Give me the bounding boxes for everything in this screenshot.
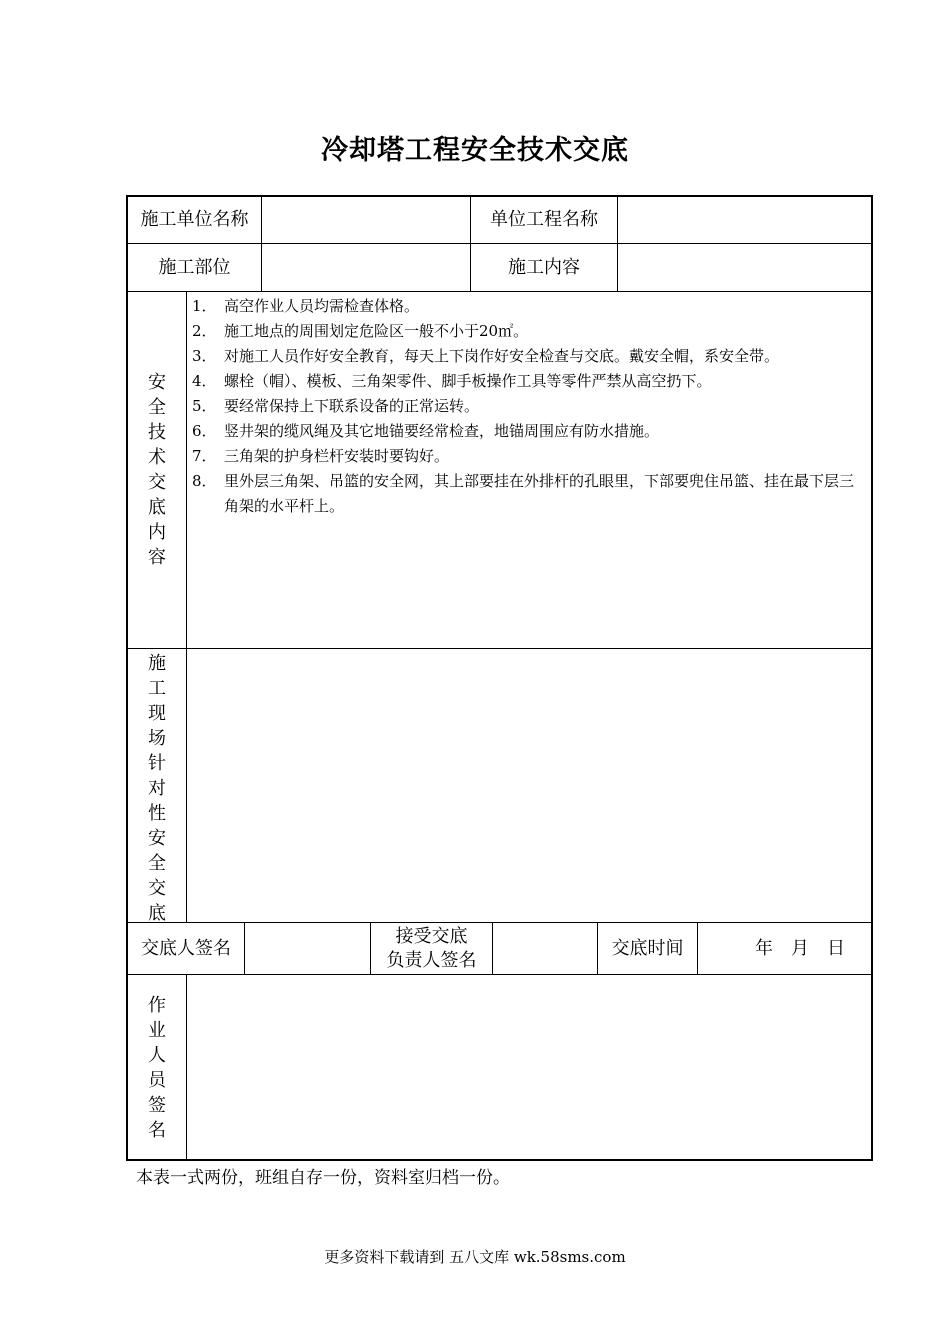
form-note: 本表一式两份，班组自存一份，资料室归档一份。 xyxy=(136,1168,510,1188)
safety-item xyxy=(192,344,866,369)
label-char: 施 xyxy=(148,653,166,674)
safety-item-number: 7． xyxy=(192,447,217,465)
receiver-label-line1: 接受交底 xyxy=(395,925,468,947)
safety-item xyxy=(192,469,866,519)
label-char: 员 xyxy=(148,1070,166,1091)
safety-item-number: 4． xyxy=(192,372,217,390)
label-char: 性 xyxy=(148,803,166,824)
label-char: 技 xyxy=(148,422,166,443)
safety-item-number: 2． xyxy=(192,322,217,340)
label-char: 全 xyxy=(148,397,166,418)
project-name-label: 单位工程名称 xyxy=(490,209,598,230)
safety-item-text: 要经常保持上下联系设备的正常运转。 xyxy=(224,397,480,415)
label-char: 术 xyxy=(148,447,166,468)
col-divider xyxy=(186,974,187,1160)
safety-item-text: 三角架的护身栏杆安装时要钩好。 xyxy=(224,447,450,465)
safety-item-text: 高空作业人员均需检查体格。 xyxy=(224,297,420,315)
safety-item xyxy=(192,444,866,469)
worker-signatures-area[interactable] xyxy=(188,976,871,1159)
site-specific-label xyxy=(128,651,186,926)
label-char: 签 xyxy=(148,1095,166,1116)
label-char: 针 xyxy=(148,753,166,774)
label-char: 全 xyxy=(148,853,166,874)
receiver-signature-field[interactable] xyxy=(493,923,597,974)
discloser-signature-field[interactable] xyxy=(245,923,370,974)
label-char: 作 xyxy=(148,995,166,1016)
safety-item-number: 8． xyxy=(192,472,217,490)
label-char: 现 xyxy=(148,703,166,724)
label-char: 底 xyxy=(148,497,166,518)
safety-item-number: 5． xyxy=(192,397,217,415)
safety-item-text: 施工地点的周围划定危险区一般不小于20㎡。 xyxy=(224,322,529,340)
label-char: 容 xyxy=(148,547,166,568)
unit-name-label: 施工单位名称 xyxy=(140,209,249,230)
label-char: 安 xyxy=(148,372,166,393)
site-specific-content[interactable] xyxy=(188,650,871,921)
safety-item-number: 1． xyxy=(192,297,217,315)
safety-item xyxy=(192,369,866,394)
safety-item xyxy=(192,394,866,419)
safety-item-text: 里外层三角架、吊篮的安全网，其上部要挂在外排杆的孔眼里，下部要兜住吊篮、挂在最下层三角架的水平杆上。 xyxy=(224,472,855,515)
safety-item-text: 对施工人员作好安全教育，每天上下岗作好安全检查与交底。戴安全帽，系安全带。 xyxy=(224,347,780,365)
label-char: 人 xyxy=(148,1045,166,1066)
label-char: 名 xyxy=(148,1120,166,1141)
discloser-signature-label: 交底人签名 xyxy=(141,937,231,959)
receiver-signature-label xyxy=(371,923,492,974)
safety-item-text: 螺栓（帽）、模板、三角架零件、脚手板操作工具等零件严禁从高空扔下。 xyxy=(224,372,712,390)
safety-item xyxy=(192,294,866,319)
safety-item xyxy=(192,319,866,344)
label-char: 业 xyxy=(148,1020,166,1041)
label-char: 底 xyxy=(148,903,166,924)
row-divider xyxy=(127,974,872,975)
row-divider xyxy=(127,648,872,649)
label-char: 交 xyxy=(148,472,166,493)
document-title: 冷却塔工程安全技术交底 xyxy=(321,135,629,166)
content-field[interactable] xyxy=(618,244,871,291)
safety-item-number: 6． xyxy=(192,422,217,440)
col-divider xyxy=(186,291,187,922)
label-char: 场 xyxy=(148,728,166,749)
row-divider xyxy=(127,291,872,292)
safety-disclosure-label xyxy=(128,370,186,570)
label-char: 安 xyxy=(148,828,166,849)
label-char: 交 xyxy=(148,878,166,899)
footer-text: 更多资料下载请到 五八文库 wk.58sms.com xyxy=(324,1248,626,1266)
location-label: 施工部位 xyxy=(158,256,231,278)
project-name-field[interactable] xyxy=(618,197,871,243)
disclosure-time-label: 交底时间 xyxy=(611,937,684,959)
label-char: 内 xyxy=(148,522,166,543)
safety-item xyxy=(192,419,866,444)
safety-item-text: 竖井架的缆风绳及其它地锚要经常检查，地锚周围应有防水措施。 xyxy=(224,422,660,440)
label-char: 对 xyxy=(148,778,166,799)
location-field[interactable] xyxy=(262,244,470,291)
unit-name-field[interactable] xyxy=(262,197,470,243)
receiver-label-line2: 负责人签名 xyxy=(386,949,477,971)
disclosure-date-field[interactable]: 年 月 日 xyxy=(755,937,845,959)
worker-signatures-label xyxy=(128,993,186,1143)
safety-item-list xyxy=(192,294,866,519)
label-char: 工 xyxy=(148,678,166,699)
safety-item-number: 3． xyxy=(192,347,217,365)
content-label: 施工内容 xyxy=(508,256,580,278)
